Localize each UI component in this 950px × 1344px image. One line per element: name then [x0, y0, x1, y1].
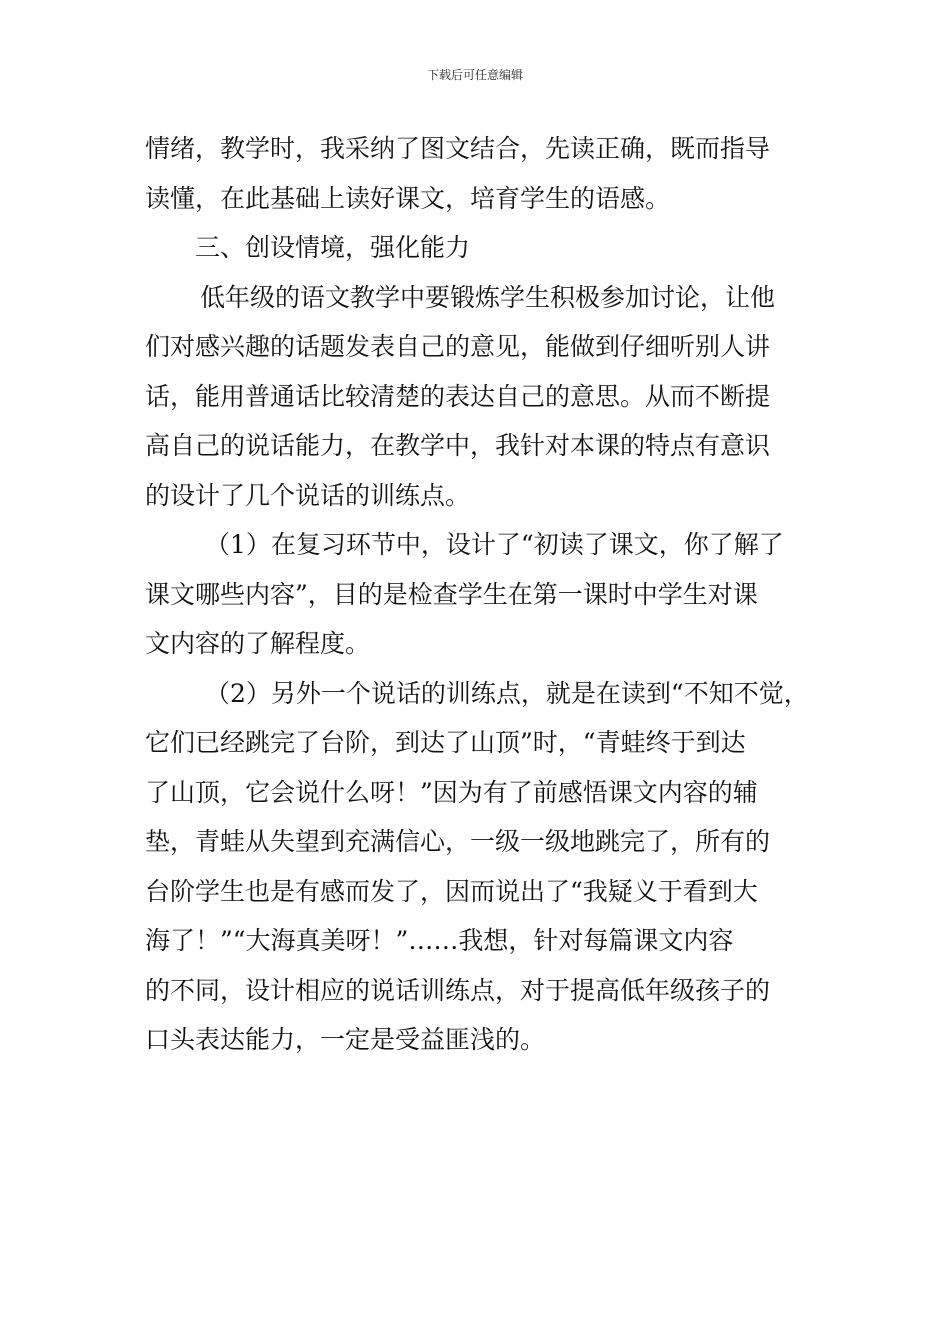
text-line: 的设计了几个说话的训练点。 — [145, 480, 471, 510]
text-line: 读懂，在此基础上读好课文，培育学生的语感。 — [145, 183, 671, 213]
text-line: （1）在复习环节中，设计了“初读了课文，你了解了 — [205, 530, 784, 559]
text-line: 高自己的说话能力，在教学中，我针对本课的特点有意识 — [145, 431, 771, 460]
text-line: 它们已经跳完了台阶，到达了山顶”时，“青蛙终于到达 — [145, 728, 746, 757]
text-line: 们对感兴趣的话题发表自己的意见，能做到仔细听别人讲 — [145, 332, 771, 361]
text-line: 垫，青蛙从失望到充满信心，一级一级地跳完了，所有的 — [145, 827, 771, 856]
text-line: 低年级的语文教学中要锻炼学生积极参加讨论，让他 — [200, 282, 776, 312]
section-heading: 三、创设情境，强化能力 — [195, 233, 471, 262]
text-line: 台阶学生也是有感而发了，因而说出了“我疑义于看到大 — [145, 876, 758, 906]
text-line: 话，能用普通话比较清楚的表达自己的意思。从而不断提 — [145, 381, 771, 411]
text-line: 情绪，教学时，我采纳了图文结合，先读正确，既而指导 — [145, 134, 771, 163]
text-line: 的不同，设计相应的说话训练点，对于提高低年级孩子的 — [145, 975, 771, 1005]
text-line: （2）另外一个说话的训练点，就是在读到“不知不觉， — [205, 678, 809, 708]
text-line: 海了！”“大海真美呀！”……我想，针对每篇课文内容 — [145, 926, 734, 955]
text-line: 文内容的了解程度。 — [145, 629, 371, 658]
text-line: 了山顶，它会说什么呀！”因为有了前感悟课文内容的辅 — [145, 777, 758, 807]
text-line: 口头表达能力，一定是受益匪浅的。 — [145, 1025, 546, 1054]
document-body — [145, 124, 825, 1065]
page-header: 下载后可任意编辑 — [426, 68, 523, 82]
text-line: 课文哪些内容”，目的是检查学生在第一课时中学生对课 — [145, 579, 758, 609]
